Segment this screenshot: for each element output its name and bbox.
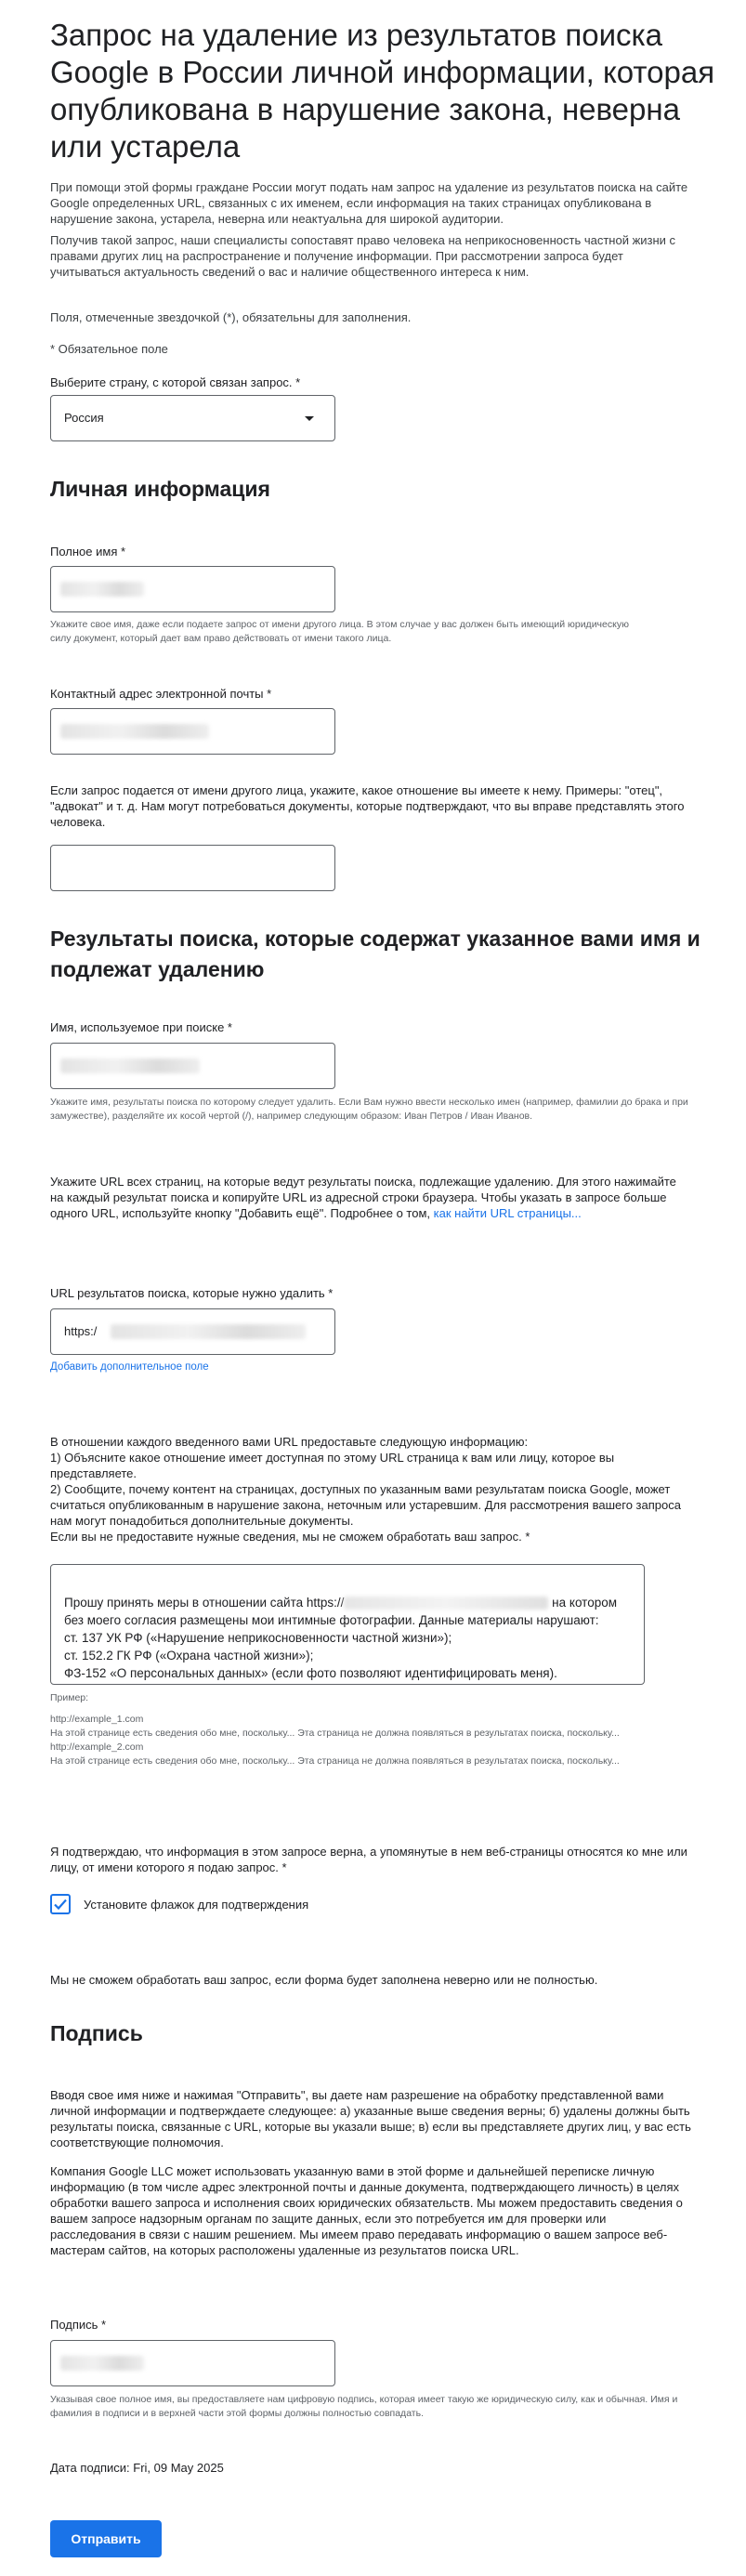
- signature-text-2: Компания Google LLC может использовать указанную вами в этой форме и дальнейшей переписке личную информацию (в том числе адрес электронной почты и данные документа, подтверждающего личность) в целях обработки вашего запроса и исполнения своих юридических обязательств. Мы можем предоставить сведения о вашем запросе надзорным органам по защите данных, если это потребуется им для проверки или расследования в связи с нашим решением. Мы имеем право передавать информацию о вашем запросе веб-мастерам сайтов, на которых расположены удаленные из результатов поиска URL.: [50, 2164, 683, 2257]
- required-legend: * Обязательное поле: [50, 342, 168, 356]
- add-field-link[interactable]: Добавить дополнительное поле: [50, 1361, 209, 1373]
- urls-help-text: Укажите URL всех страниц, на которые ведут результаты поиска, подлежащие удалению. Для этого нажимайте на каждый результат поиска и копируйте URL из адресной строки браузера. Чтобы указать в запросе больше одного URL, используйте кнопку "Добавить ещё". Подробнее о том,: [50, 1175, 676, 1220]
- textarea-text-rest: без моего согласия размещены мои интимные фотографии. Данные материалы нарушают: ст. 137 УК РФ («Нарушение неприкосновенности частной жизни»); ст. 152.2 ГК РФ («Охрана частной жизни»); ФЗ-152 «О персональных данных» (если фото позволяют идентифицировать меня).: [64, 1613, 599, 1680]
- confirm-checkbox-label[interactable]: Установите флажок для подтверждения: [84, 1898, 309, 1912]
- textarea-text-mid: на котором: [548, 1596, 617, 1610]
- explain-item-3: Если вы не предоставите нужные сведения, мы не сможем обработать ваш запрос. *: [50, 1530, 530, 1544]
- explain-item-1: 1) Объясните какое отношение имеет доступная по этому URL страница к вам или лицу, которое вы представляете.: [50, 1451, 615, 1480]
- url-input[interactable]: [50, 1308, 335, 1355]
- required-note: Поля, отмеченные звездочкой (*), обязательны для заполнения.: [50, 310, 412, 324]
- textarea-text-start: Прошу принять меры в отношении сайта https://: [64, 1596, 345, 1610]
- email-input[interactable]: [50, 708, 335, 755]
- explain-block: [50, 1434, 691, 1544]
- signature-date: Дата подписи: Fri, 09 May 2025: [50, 2461, 224, 2475]
- search-name-help: Укажите имя, результаты поиска по которому следует удалить. Если Вам нужно ввести несколько имен (например, фамилии до брака и при замужестве), разделяйте их косой чертой (/), например следующим образом: Иван Петров / Иван Иванов.: [50, 1097, 688, 1122]
- personal-info-heading: Личная информация: [50, 477, 270, 501]
- signature-text-1: Вводя свое имя ниже и нажимая "Отправить", вы даете нам разрешение на обработку представленной вами личной информации и подтверждаете следующее: а) указанные выше сведения верны; б) удалены должны быть результаты поиска, связанные с URL, которые вы указали выше; в) если вы представляете других лиц, у вас есть соответствующие полномочия.: [50, 2088, 691, 2149]
- relation-input[interactable]: [50, 845, 335, 891]
- intro-paragraph-2: Получив такой запрос, наши специалисты сопоставят право человека на неприкосновенность частной жизни с правами других лиц на распространение и получение информации. При рассмотрении запроса будет учитываться актуальность сведений о вас и наличие общественного интереса к ним.: [50, 233, 676, 279]
- example-text-1: На этой странице есть сведения обо мне, поскольку... Эта страница не должна появляться в результатах поиска, поскольку...: [50, 1728, 620, 1739]
- confirm-text: Я подтверждаю, что информация в этом запросе верна, а упомянутые в нем веб-страницы относятся ко мне или лицу, от имени которого я подаю запрос. *: [50, 1845, 687, 1874]
- signature-heading: Подпись: [50, 2021, 143, 2045]
- signature-label: Подпись *: [50, 2318, 107, 2332]
- redacted-value: [60, 1058, 200, 1073]
- submit-button[interactable]: Отправить: [50, 2520, 162, 2557]
- example-url-1: http://example_1.com: [50, 1714, 144, 1725]
- signature-help: Указывая свое полное имя, вы предоставляете нам цифровую подпись, которая имеет такую же юридическую силу, как и обычная. Имя и фамилия в подписи и в верхней части этой формы должны полностью совпадать.: [50, 2394, 678, 2419]
- full-name-help: Укажите свое имя, даже если подаете запрос от имени другого лица. В этом случае у вас должен быть имеющий юридическую силу документ, который дает вам право действовать от имени такого лица.: [50, 619, 629, 644]
- signature-input[interactable]: [50, 2340, 335, 2386]
- chevron-down-icon: [305, 416, 314, 421]
- checkmark-icon: [52, 1896, 69, 1912]
- url-input-value: https:/: [64, 1324, 98, 1338]
- redacted-value: [60, 582, 144, 597]
- redacted-value: [344, 1597, 548, 1610]
- example-title: Пример:: [50, 1692, 89, 1703]
- email-label: Контактный адрес электронной почты *: [50, 687, 272, 701]
- intro-paragraph-1: При помощи этой формы граждане России могут подать нам запрос на удаление из результатов поиска на сайте Google определенных URL, связанных с их именем, если информация на таких страницах опубликована в нарушение закона, устарела, неверна или неактуальна для широкой аудитории.: [50, 180, 688, 226]
- full-name-label: Полное имя *: [50, 545, 126, 559]
- country-select[interactable]: [50, 395, 335, 441]
- example-url-2: http://example_2.com: [50, 1741, 144, 1753]
- relation-help: Если запрос подается от имени другого лица, укажите, какое отношение вы имеете к нему. Примеры: "отец", "адвокат" и т. д. Нам могут потребоваться документы, которые подтверждают, что вы вправе представлять этого человека.: [50, 783, 685, 829]
- full-name-input[interactable]: [50, 566, 335, 612]
- redacted-value: [60, 724, 209, 739]
- redacted-value: [60, 2356, 144, 2371]
- search-name-label: Имя, используемое при поиске *: [50, 1020, 232, 1034]
- form-warning: Мы не сможем обработать ваш запрос, если форма будет заполнена неверно или не полностью.: [50, 1973, 598, 1987]
- country-label: Выберите страну, с которой связан запрос. *: [50, 375, 301, 389]
- url-label: URL результатов поиска, которые нужно удалить *: [50, 1286, 334, 1300]
- country-selected-value: Россия: [64, 411, 104, 425]
- redacted-value: [111, 1324, 306, 1339]
- example-text-2: На этой странице есть сведения обо мне, поскольку... Эта страница не должна появляться в результатах поиска, поскольку...: [50, 1755, 620, 1767]
- explain-item-2: 2) Сообщите, почему контент на страницах, доступных по указанным вами результатам поиска Google, может считаться опубликованным в нарушение закона, неточным или устаревшим. Для рассмотрения вашего запроса нам могут понадобиться дополнительные документы.: [50, 1482, 681, 1528]
- page-title: Запрос на удаление из результатов поиска Google в России личной информации, которая опубликована в нарушение закона, неверна или устарела: [50, 18, 715, 164]
- explain-intro: В отношении каждого введенного вами URL предоставьте следующую информацию:: [50, 1435, 529, 1449]
- find-url-link[interactable]: как найти URL страницы...: [433, 1206, 582, 1220]
- search-results-heading: Результаты поиска, которые содержат указанное вами имя и подлежат удалению: [50, 927, 700, 981]
- confirm-checkbox[interactable]: [50, 1894, 71, 1914]
- example-block: [50, 1691, 691, 1768]
- urls-help: [50, 1174, 691, 1221]
- search-name-input[interactable]: [50, 1043, 335, 1089]
- explanation-textarea[interactable]: [50, 1564, 645, 1685]
